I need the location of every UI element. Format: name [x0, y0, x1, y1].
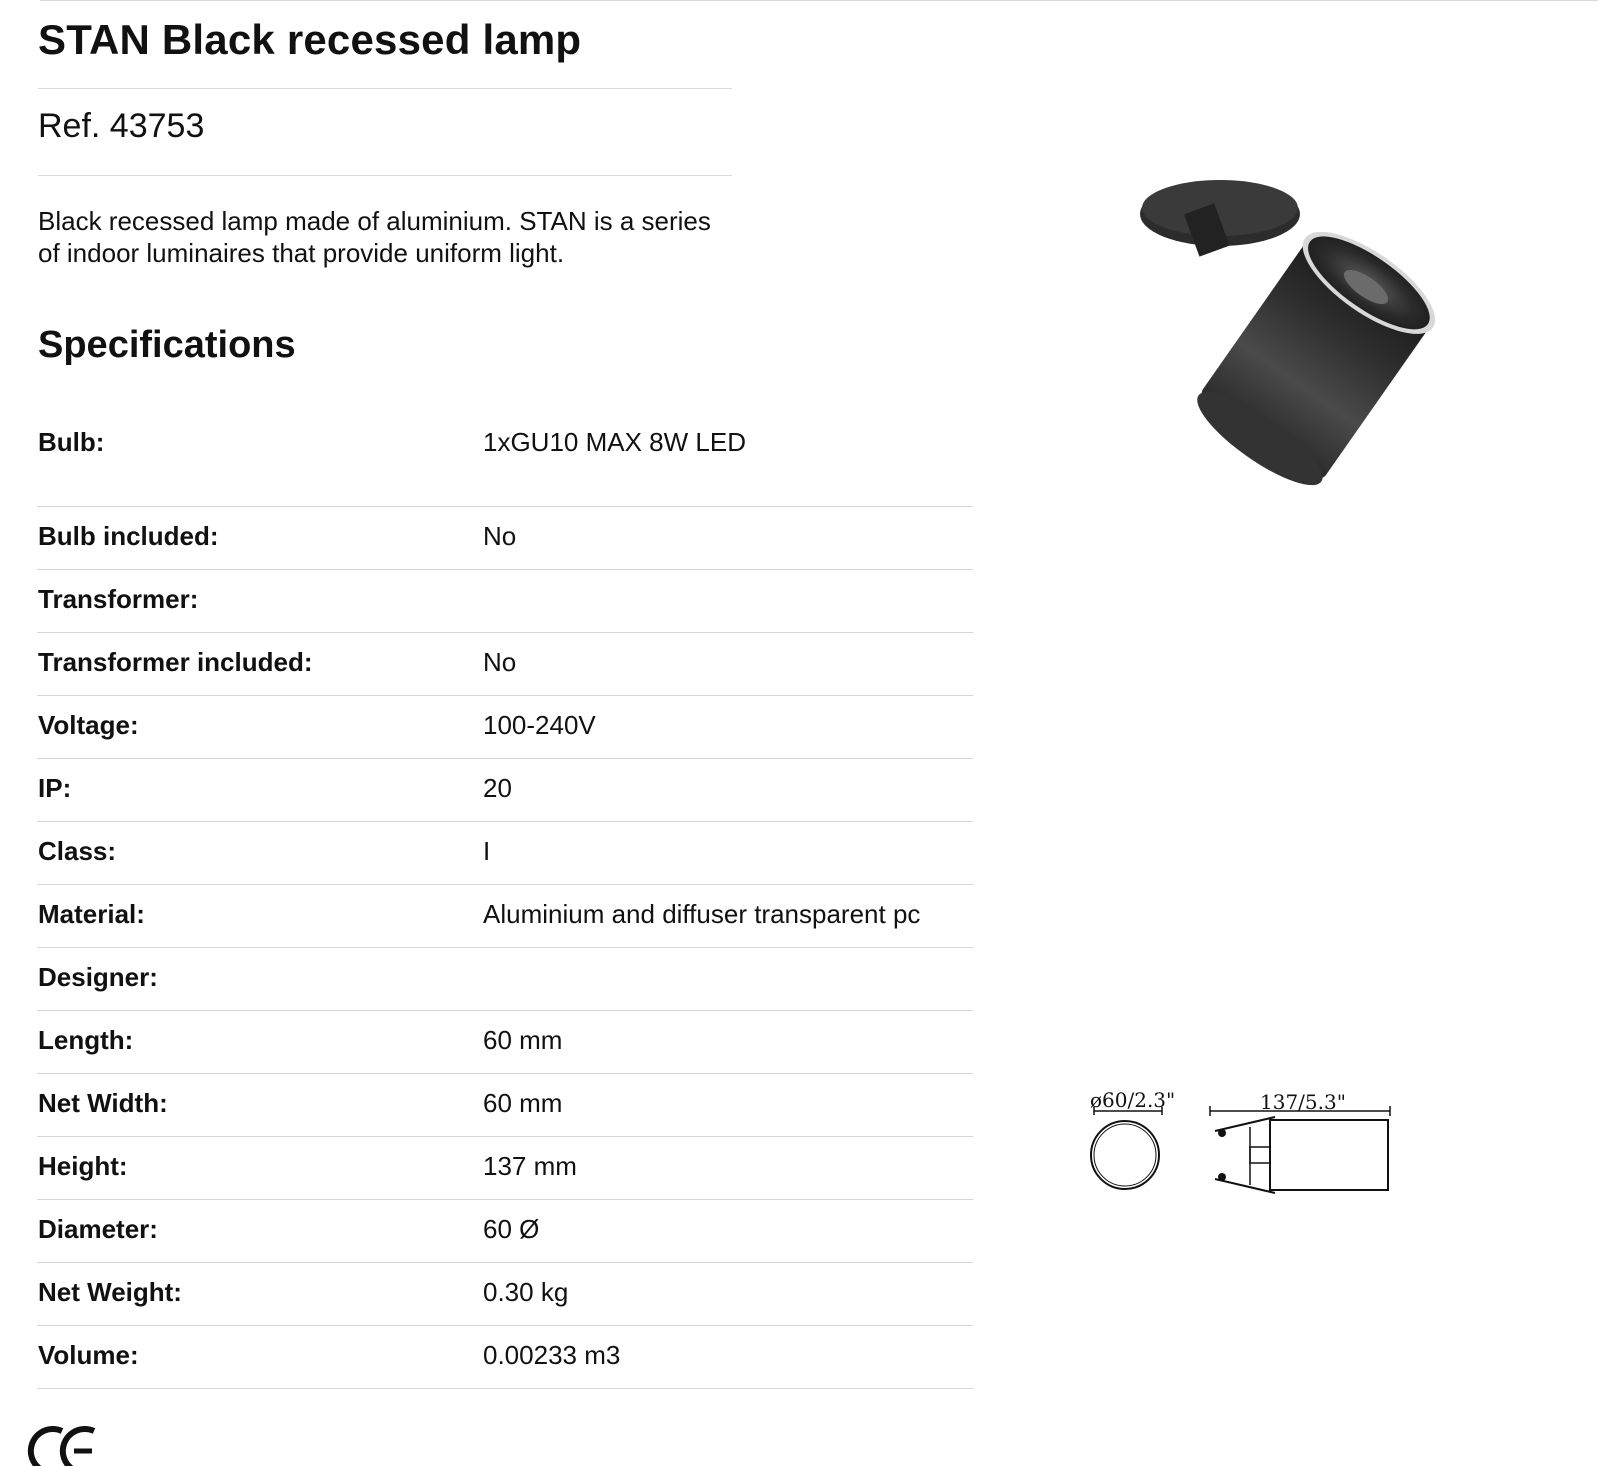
spec-row-material — [37, 885, 973, 948]
spec-label: Height: — [38, 1151, 128, 1181]
spec-row-net-width — [37, 1074, 973, 1137]
product-title: STAN Black recessed lamp — [38, 16, 582, 63]
spec-value: No — [483, 521, 517, 551]
spec-label: Class: — [38, 836, 117, 866]
spec-label: Volume: — [38, 1340, 139, 1370]
spec-row-volume — [37, 1326, 973, 1389]
spec-row-bulb-included — [37, 507, 973, 570]
spec-row-bulb — [37, 380, 973, 507]
spec-row-height — [37, 1137, 973, 1200]
specifications-table — [37, 380, 973, 1389]
spec-label: Net Width: — [38, 1088, 168, 1118]
spec-value: Aluminium and diffuser transparent pc — [483, 899, 921, 929]
spec-value: 0.00233 m3 — [483, 1340, 621, 1370]
spec-value: 60 mm — [483, 1088, 563, 1118]
spec-label: Length: — [38, 1025, 134, 1055]
title-divider — [38, 88, 732, 89]
spec-label: Bulb: — [38, 427, 105, 457]
length-dimension-label: 137/5.3" — [1260, 1090, 1346, 1114]
spec-value: 20 — [483, 773, 512, 803]
spec-label: Material: — [38, 899, 145, 929]
top-divider — [40, 0, 1598, 1]
spec-label: Transformer included: — [38, 647, 313, 677]
specifications-heading: Specifications — [38, 324, 296, 366]
diameter-dimension-label: ø60/2.3" — [1090, 1088, 1176, 1112]
spec-value: 0.30 kg — [483, 1277, 569, 1307]
spec-value: 100-240V — [483, 710, 596, 740]
spec-value: I — [483, 836, 491, 866]
spec-row-length — [37, 1011, 973, 1074]
ce-mark-icon — [36, 1425, 106, 1466]
spec-row-transformer — [37, 570, 973, 633]
spec-label: Bulb included: — [38, 521, 219, 551]
spec-label: Diameter: — [38, 1214, 158, 1244]
spec-row-voltage — [37, 696, 973, 759]
spec-value: 137 mm — [483, 1151, 577, 1181]
spec-label: Net Weight: — [38, 1277, 182, 1307]
spec-row-ip — [37, 759, 973, 822]
spec-label: Transformer: — [38, 584, 199, 614]
spec-row-diameter — [37, 1200, 973, 1263]
spec-row-designer — [37, 948, 973, 1011]
dimension-drawing — [1090, 1088, 1420, 1215]
spec-label: IP: — [38, 773, 72, 803]
spec-value: 60 Ø — [483, 1214, 540, 1244]
spec-label: Voltage: — [38, 710, 139, 740]
product-reference: Ref. 43753 — [38, 107, 205, 145]
lamp-product-image — [1135, 178, 1475, 518]
spec-value: 60 mm — [483, 1025, 563, 1055]
spec-row-net-weight — [37, 1263, 973, 1326]
product-description: Black recessed lamp made of aluminium. STAN is a series of indoor luminaires that provide uniform light. — [38, 206, 711, 268]
spec-row-transformer-included — [37, 633, 973, 696]
spec-row-class — [37, 822, 973, 885]
spec-value: 1xGU10 MAX 8W LED — [483, 427, 746, 457]
spec-value: No — [483, 647, 517, 677]
spec-label: Designer: — [38, 962, 158, 992]
reference-divider — [38, 175, 732, 176]
